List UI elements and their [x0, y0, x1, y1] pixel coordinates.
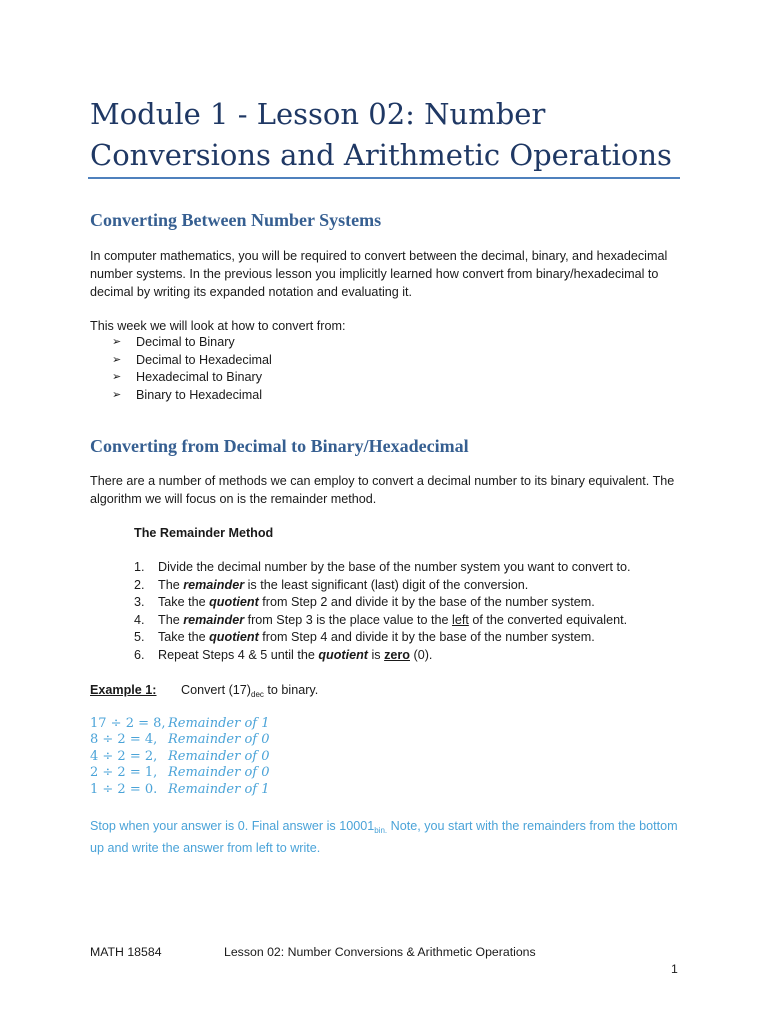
intro-paragraph: In computer mathematics, you will be required to convert between the decimal, binary, and hexadecimal number systems. In the previous lesson you implicitly learned how convert from binary/hexadecimal to decimal by writing its expanded notation and evaluating it.	[90, 249, 668, 299]
page-title	[90, 94, 690, 176]
conversion-list-item	[90, 369, 272, 387]
step-text: left	[452, 612, 469, 627]
step-text: Take the	[158, 630, 210, 645]
division-equation: 2 ÷ 2 = 1,	[90, 765, 158, 781]
division-remainder: Remainder of 0	[168, 765, 270, 781]
division-equation: 1 ÷ 2 = 0.	[90, 781, 158, 797]
step-text: zero	[384, 647, 410, 662]
division-remainder: Remainder of 1	[168, 716, 270, 731]
step-text: is	[368, 647, 385, 662]
step-number: 6.	[134, 647, 145, 662]
stop-text-before: Stop when your answer is 0. Final answer is 10001	[90, 819, 375, 833]
method-step	[134, 577, 631, 595]
conversion-list-item-label: Decimal to Hexadecimal	[136, 352, 272, 367]
section-heading-converting-between: Converting Between Number Systems	[90, 210, 382, 230]
arrow-bullet-icon: ➢	[112, 353, 122, 366]
step-number: 1.	[134, 560, 145, 574]
step-text: Repeat Steps 4 & 5 until the	[158, 647, 319, 662]
footer-course: MATH 18584	[90, 945, 162, 959]
example-text-after: to binary.	[263, 683, 319, 697]
method-title: The Remainder Method	[134, 526, 274, 540]
week-intro-paragraph: This week we will look at how to convert from:	[90, 319, 346, 333]
arrow-bullet-icon: ➢	[112, 336, 122, 348]
step-text: from Step 4 and divide it by the base of the number system.	[258, 630, 595, 645]
step-text: is the least significant (last) digit of the conversion.	[244, 577, 529, 592]
step-text: Take the	[158, 595, 210, 610]
step-text: quotient	[209, 630, 259, 645]
step-text: The	[158, 577, 184, 592]
division-equation: 17 ÷ 2 = 8,	[90, 716, 166, 731]
conversion-list-item-label: Decimal to Binary	[136, 335, 235, 349]
arrow-bullet-icon: ➢	[112, 371, 122, 383]
step-text: from Step 3 is the place value to the	[244, 612, 453, 627]
division-remainder: Remainder of 0	[168, 748, 270, 764]
division-equation: 8 ÷ 2 = 4,	[90, 732, 158, 748]
step-text: Divide the decimal number by the base of the number system you want to convert to.	[158, 560, 631, 574]
step-text: The	[158, 612, 184, 627]
method-step	[134, 647, 631, 665]
step-number: 4.	[134, 612, 145, 627]
step-text: remainder	[183, 577, 245, 592]
step-text: from Step 2 and divide it by the base of the number system.	[258, 595, 595, 610]
example-subscript: dec	[251, 690, 264, 699]
conversion-list-item	[90, 387, 272, 405]
step-number: 3.	[134, 595, 145, 610]
example-label: Example 1:	[90, 683, 157, 697]
footer-lesson: Lesson 02: Number Conversions & Arithmetic Operations	[224, 945, 536, 959]
step-text: quotient	[318, 647, 368, 662]
method-step	[134, 594, 631, 612]
division-remainder: Remainder of 0	[168, 732, 270, 748]
title-divider	[88, 177, 680, 179]
conversion-list	[90, 334, 272, 404]
section-heading-decimal-to-binary: Converting from Decimal to Binary/Hexadecimal	[90, 436, 469, 456]
method-step	[134, 559, 631, 577]
method-intro-paragraph: There are a number of methods we can employ to convert a decimal number to its binary equivalent. The algorithm we will focus on is the remainder method.	[90, 474, 675, 506]
step-text: quotient	[209, 595, 259, 610]
method-step	[134, 629, 631, 647]
stop-subscript: bin.	[374, 826, 388, 835]
final-answer-note	[90, 818, 690, 857]
step-text: remainder	[183, 612, 245, 627]
step-number: 5.	[134, 630, 145, 645]
method-steps-list	[134, 559, 631, 665]
conversion-list-item-label: Binary to Hexadecimal	[136, 387, 262, 402]
page-number: 1	[671, 962, 678, 976]
step-number: 2.	[134, 577, 145, 592]
division-equation: 4 ÷ 2 = 2,	[90, 748, 158, 764]
arrow-bullet-icon: ➢	[112, 388, 122, 401]
division-remainder: Remainder of 1	[168, 781, 270, 797]
step-text: of the converted equivalent.	[468, 612, 628, 627]
method-step	[134, 612, 631, 630]
conversion-list-item	[90, 352, 272, 370]
conversion-list-item-label: Hexadecimal to Binary	[136, 370, 262, 384]
title-line-1: Module 1 - Lesson 02: Number	[90, 97, 546, 131]
example-prompt	[181, 683, 318, 699]
title-line-2: Conversions and Arithmetic Operations	[90, 138, 672, 172]
step-text: (0).	[410, 647, 433, 662]
stop-text-after: Note, you start with the remainders from the bottom up and write the answer from left to write.	[90, 819, 678, 855]
example-text-before: Convert (17)	[181, 683, 251, 697]
conversion-list-item	[90, 334, 272, 352]
